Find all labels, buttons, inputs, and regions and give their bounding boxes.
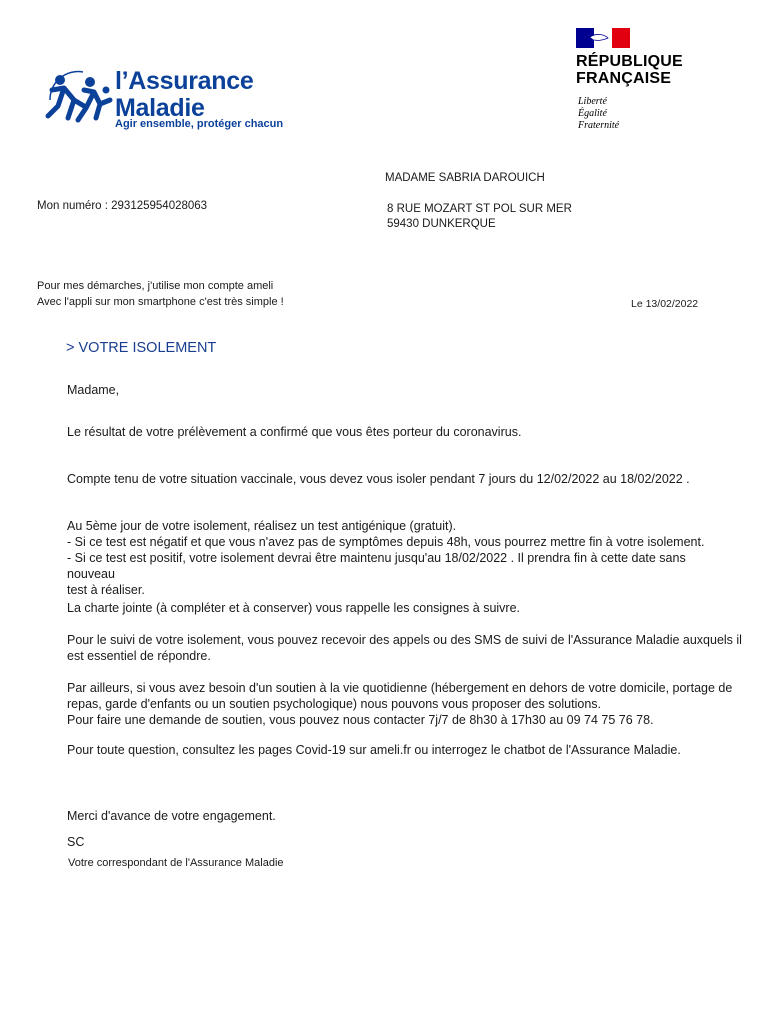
antigen-line1: Au 5ème jour de votre isolement, réalisez un test antigénique (gratuit).	[67, 519, 457, 533]
republique-francaise-logo	[576, 28, 716, 53]
address-city: 59430 DUNKERQUE	[387, 218, 496, 230]
republique-motto	[578, 96, 619, 132]
paragraph-antigen-test	[67, 518, 727, 598]
ameli-note-line2: Avec l'appli sur mon smartphone c'est très simple !	[37, 296, 284, 308]
closing-thanks: Merci d'avance de votre engagement.	[67, 809, 276, 823]
rf-line2: FRANÇAISE	[576, 70, 672, 87]
french-flag-icon	[576, 28, 630, 48]
support-line2: repas, garde d'enfants ou un soutien psychologique) nous pouvons vous proposer des solutions.	[67, 697, 601, 711]
letter-subject: > VOTRE ISOLEMENT	[66, 340, 217, 356]
antigen-line3: - Si ce test est positif, votre isolement devrai être maintenu jusqu'au 18/02/2022 . Il prendra fin à cette date sans nouveau	[67, 551, 686, 581]
assurance-maladie-emblem-icon	[38, 60, 118, 135]
republique-francaise-wordmark	[576, 53, 683, 87]
brand-title-line1: l’Assurance	[115, 67, 254, 95]
paragraph-support	[67, 680, 732, 728]
letter-date: Le 13/02/2022	[631, 298, 699, 310]
brand-title-line2: Maladie	[115, 94, 205, 122]
motto-egalite: Égalité	[578, 108, 607, 119]
support-line1: Par ailleurs, si vous avez besoin d'un soutien à la vie quotidienne (hébergement en dehors de votre domicile, portage de	[67, 681, 733, 695]
support-line3: Pour faire une demande de soutien, vous pouvez nous contacter 7j/7 de 8h30 à 17h30 au 09 74 75 76 78.	[67, 713, 654, 727]
motto-fraternite: Fraternité	[578, 120, 620, 131]
paragraph-follow-up	[67, 632, 742, 664]
account-number: Mon numéro : 293125954028063	[37, 200, 208, 212]
paragraph-charter: La charte jointe (à compléter et à conserver) vous rappelle les consignes à suivre.	[67, 601, 521, 615]
brand-tagline: Agir ensemble, protéger chacun	[115, 118, 284, 130]
ameli-note-line1: Pour mes démarches, j'utilise mon compte ameli	[37, 280, 274, 292]
assurance-maladie-wordmark	[115, 68, 253, 122]
ameli-note	[37, 278, 284, 310]
paragraph-result: Le résultat de votre prélèvement a confirmé que vous êtes porteur du coronavirus.	[67, 425, 522, 439]
closing-signature: Votre correspondant de l'Assurance Maladie	[68, 857, 284, 869]
antigen-line2: - Si ce test est négatif et que vous n'avez pas de symptômes depuis 48h, vous pourrez mettre fin à votre isolement.	[67, 535, 705, 549]
recipient-name: MADAME SABRIA DAROUICH	[385, 172, 545, 184]
paragraph-isolation-period: Compte tenu de votre situation vaccinale, vous devez vous isoler pendant 7 jours du 12/02/2022 au 18/02/2022 .	[67, 472, 690, 486]
salutation: Madame,	[67, 383, 120, 397]
follow-up-line2: est essentiel de répondre.	[67, 649, 211, 663]
paragraph-questions: Pour toute question, consultez les pages Covid-19 sur ameli.fr ou interrogez le chatbot de l'Assurance Maladie.	[67, 743, 681, 757]
motto-liberte: Liberté	[578, 96, 607, 107]
antigen-line4: test à réaliser.	[67, 583, 145, 597]
recipient-address	[387, 202, 572, 232]
address-street: 8 RUE MOZART ST POL SUR MER	[387, 203, 572, 215]
closing-initials: SC	[67, 835, 85, 849]
follow-up-line1: Pour le suivi de votre isolement, vous pouvez recevoir des appels ou des SMS de suivi de l'Assurance Maladie auxquels il	[67, 633, 742, 647]
rf-line1: RÉPUBLIQUE	[576, 53, 683, 70]
